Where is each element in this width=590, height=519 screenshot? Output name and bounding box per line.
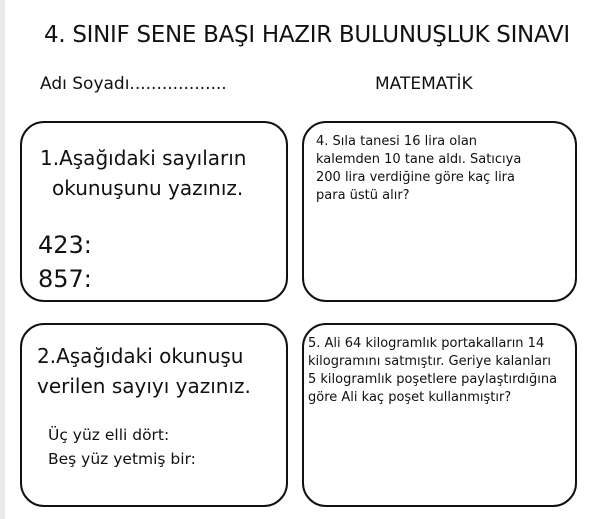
number-item: 423:	[38, 231, 92, 259]
student-name-field: Adı Soyadı..................	[40, 74, 227, 94]
question-1-text	[40, 143, 246, 203]
question-4-box	[302, 121, 577, 302]
question-5-line: göre Ali kaç poşet kullanmıştır?	[308, 390, 512, 405]
question-2-box	[20, 323, 288, 507]
question-5-line: kilogramını satmıştır. Geriye kalanları	[308, 354, 552, 369]
question-1-box	[20, 121, 288, 302]
exam-title: 4. SINIF SENE BAŞI HAZIR BULUNUŞLUK SINAVI	[44, 22, 570, 48]
question-1-line: okunuşunu yazınız.	[52, 176, 244, 200]
question-2-line: verilen sayıyı yazınız.	[37, 374, 251, 398]
question-2-line: 2.Aşağıdaki okunuşu	[37, 344, 244, 368]
question-4-text	[316, 133, 521, 205]
question-4-line: 200 lira verdiğine göre kaç lira	[316, 170, 515, 185]
number-item: 857:	[38, 265, 92, 293]
question-4-line: 4. Sıla tanesi 16 lira olan	[316, 134, 478, 149]
question-5-text	[308, 335, 557, 407]
question-5-box	[302, 323, 577, 507]
question-4-line: kalemden 10 tane aldı. Satıcıya	[316, 152, 522, 167]
question-5-line: 5 kilogramlık poşetlere paylaştırdığına	[308, 372, 558, 387]
subject-label: MATEMATİK	[375, 74, 473, 94]
question-2-items	[48, 423, 196, 471]
question-1-line: 1.Aşağıdaki sayıların	[40, 146, 247, 170]
question-4-line: para üstü alır?	[316, 188, 410, 203]
question-2-text	[37, 341, 251, 401]
question-1-numbers	[38, 228, 92, 296]
word-number-item: Üç yüz elli dört:	[48, 426, 170, 444]
question-5-line: 5. Ali 64 kilogramlık portakalların 14	[308, 336, 545, 351]
page-edge-strip	[0, 0, 5, 519]
word-number-item: Beş yüz yetmiş bir:	[48, 450, 196, 468]
